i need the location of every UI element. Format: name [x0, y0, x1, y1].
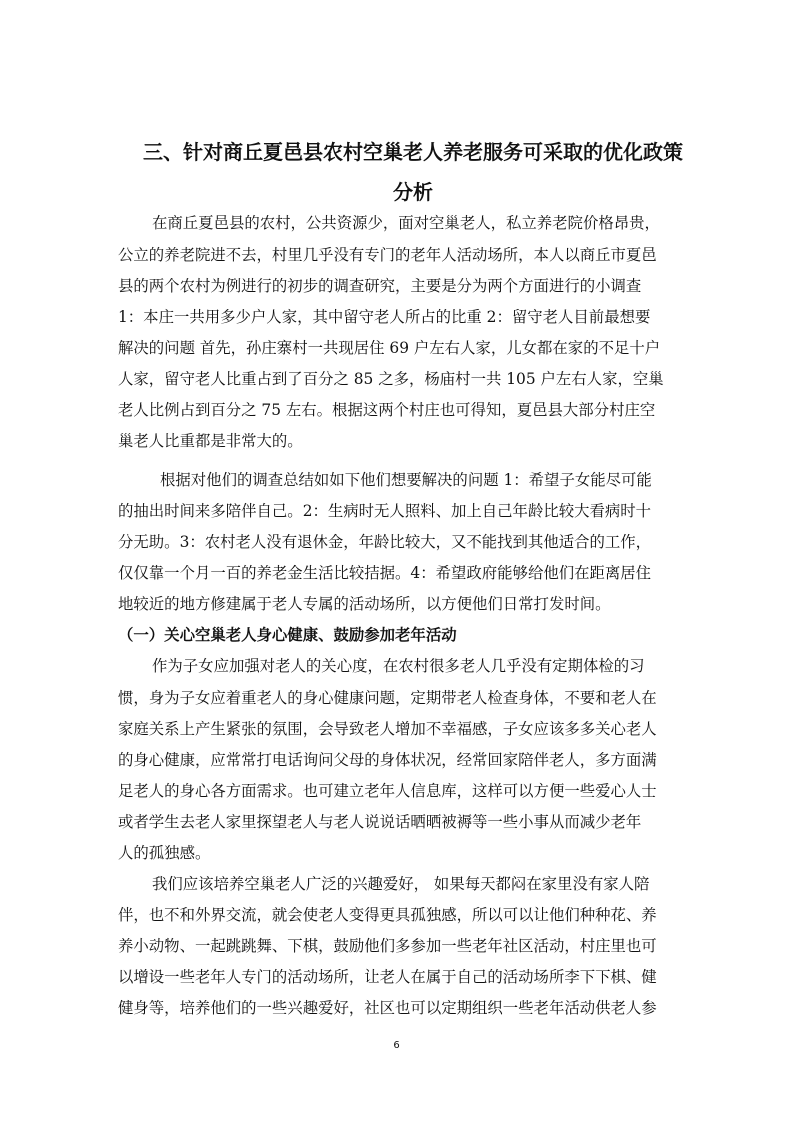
- paragraph-1-line: 1：本庄一共用多少户人家，其中留守老人所占的比重 2：留守老人目前最想要: [118, 308, 651, 326]
- paragraph-3-line: 或者学生去老人家里探望老人与老人说说话晒晒被褥等一些小事从而减少老年: [118, 813, 642, 831]
- paragraph-2-line: 地较近的地方修建属于老人专属的活动场所，以方便他们日常打发时间。: [118, 595, 611, 613]
- section-title-line-1: 三、针对商丘夏邑县农村空巢老人养老服务可采取的优化政策: [143, 140, 683, 164]
- paragraph-1-line: 公立的养老院进不去，村里几乎没有专门的老年人活动场所，本人以商丘市夏邑: [118, 246, 657, 264]
- paragraph-1-line: 县的两个农村为例进行的初步的调查研究，主要是分为两个方面进行的小调查: [118, 277, 642, 295]
- paragraph-4-line: 以增设一些老年人专门的活动场所，让老人在属于自己的活动场所李下下棋、健: [118, 968, 657, 986]
- paragraph-4-line: 养小动物、一起跳跳舞、下棋，鼓励他们多参加一些老年社区活动，村庄里也可: [118, 937, 657, 955]
- paragraph-1-line: 老人比例占到百分之 75 左右。根据这两个村庄也可得知，夏邑县大部分村庄空: [118, 401, 656, 419]
- subsection-heading: （一）关心空巢老人身心健康、鼓励参加老年活动: [118, 626, 457, 644]
- paragraph-2-line: 的抽出时间来多陪伴自己。2：生病时无人照料、加上自己年龄比较大看病时十: [118, 502, 652, 520]
- paragraph-4-line: 伴，也不和外界交流，就会使老人变得更具孤独感，所以可以让他们种种花、养: [118, 906, 657, 924]
- paragraph-1-line: 在商丘夏邑县的农村，公共资源少，面对空巢老人，私立养老院价格昂贵，: [152, 214, 660, 232]
- paragraph-4-line: 健身等，培养他们的一些兴趣爱好，社区也可以定期组织一些老年活动供老人参: [118, 999, 657, 1017]
- paragraph-2-line: 根据对他们的调查总结如如下他们想要解决的问题 1：希望子女能尽可能: [160, 471, 652, 489]
- paragraph-1-line: 解决的问题 首先，孙庄寨村一共现居住 69 户左右人家，儿女都在家的不足十户: [118, 339, 661, 357]
- paragraph-1-line: 巢老人比重都是非常大的。: [118, 432, 303, 450]
- paragraph-3-line: 惯，身为子女应着重老人的身心健康问题，定期带老人检查身体，不要和老人在: [118, 689, 657, 707]
- page-number: 6: [393, 1040, 400, 1051]
- paragraph-2-line: 仅仅靠一个月一百的养老金生活比较拮据。4：希望政府能够给他们在距离居住: [118, 564, 652, 582]
- paragraph-4-line: 我们应该培养空巢老人广泛的兴趣爱好， 如果每天都闷在家里没有家人陪: [152, 875, 650, 893]
- paragraph-3-line: 人的孤独感。: [118, 844, 211, 862]
- paragraph-3-line: 作为子女应加强对老人的关心度，在农村很多老人几乎没有定期体检的习: [152, 657, 645, 675]
- paragraph-2-line: 分无助。3：农村老人没有退休金，年龄比较大，又不能找到其他适合的工作，: [118, 533, 652, 551]
- section-title-line-2: 分析: [393, 180, 433, 204]
- paragraph-3-line: 的身心健康，应常常打电话询问父母的身体状况，经常回家陪伴老人，多方面满: [118, 751, 657, 769]
- paragraph-1-line: 人家，留守老人比重占到了百分之 85 之多，杨庙村一共 105 户左右人家，空巢: [118, 370, 664, 388]
- paragraph-3-line: 家庭关系上产生紧张的氛围，会导致老人增加不幸福感，子女应该多多关心老人: [118, 720, 657, 738]
- paragraph-3-line: 足老人的身心各方面需求。也可建立老年人信息库，这样可以方便一些爱心人士: [118, 782, 657, 800]
